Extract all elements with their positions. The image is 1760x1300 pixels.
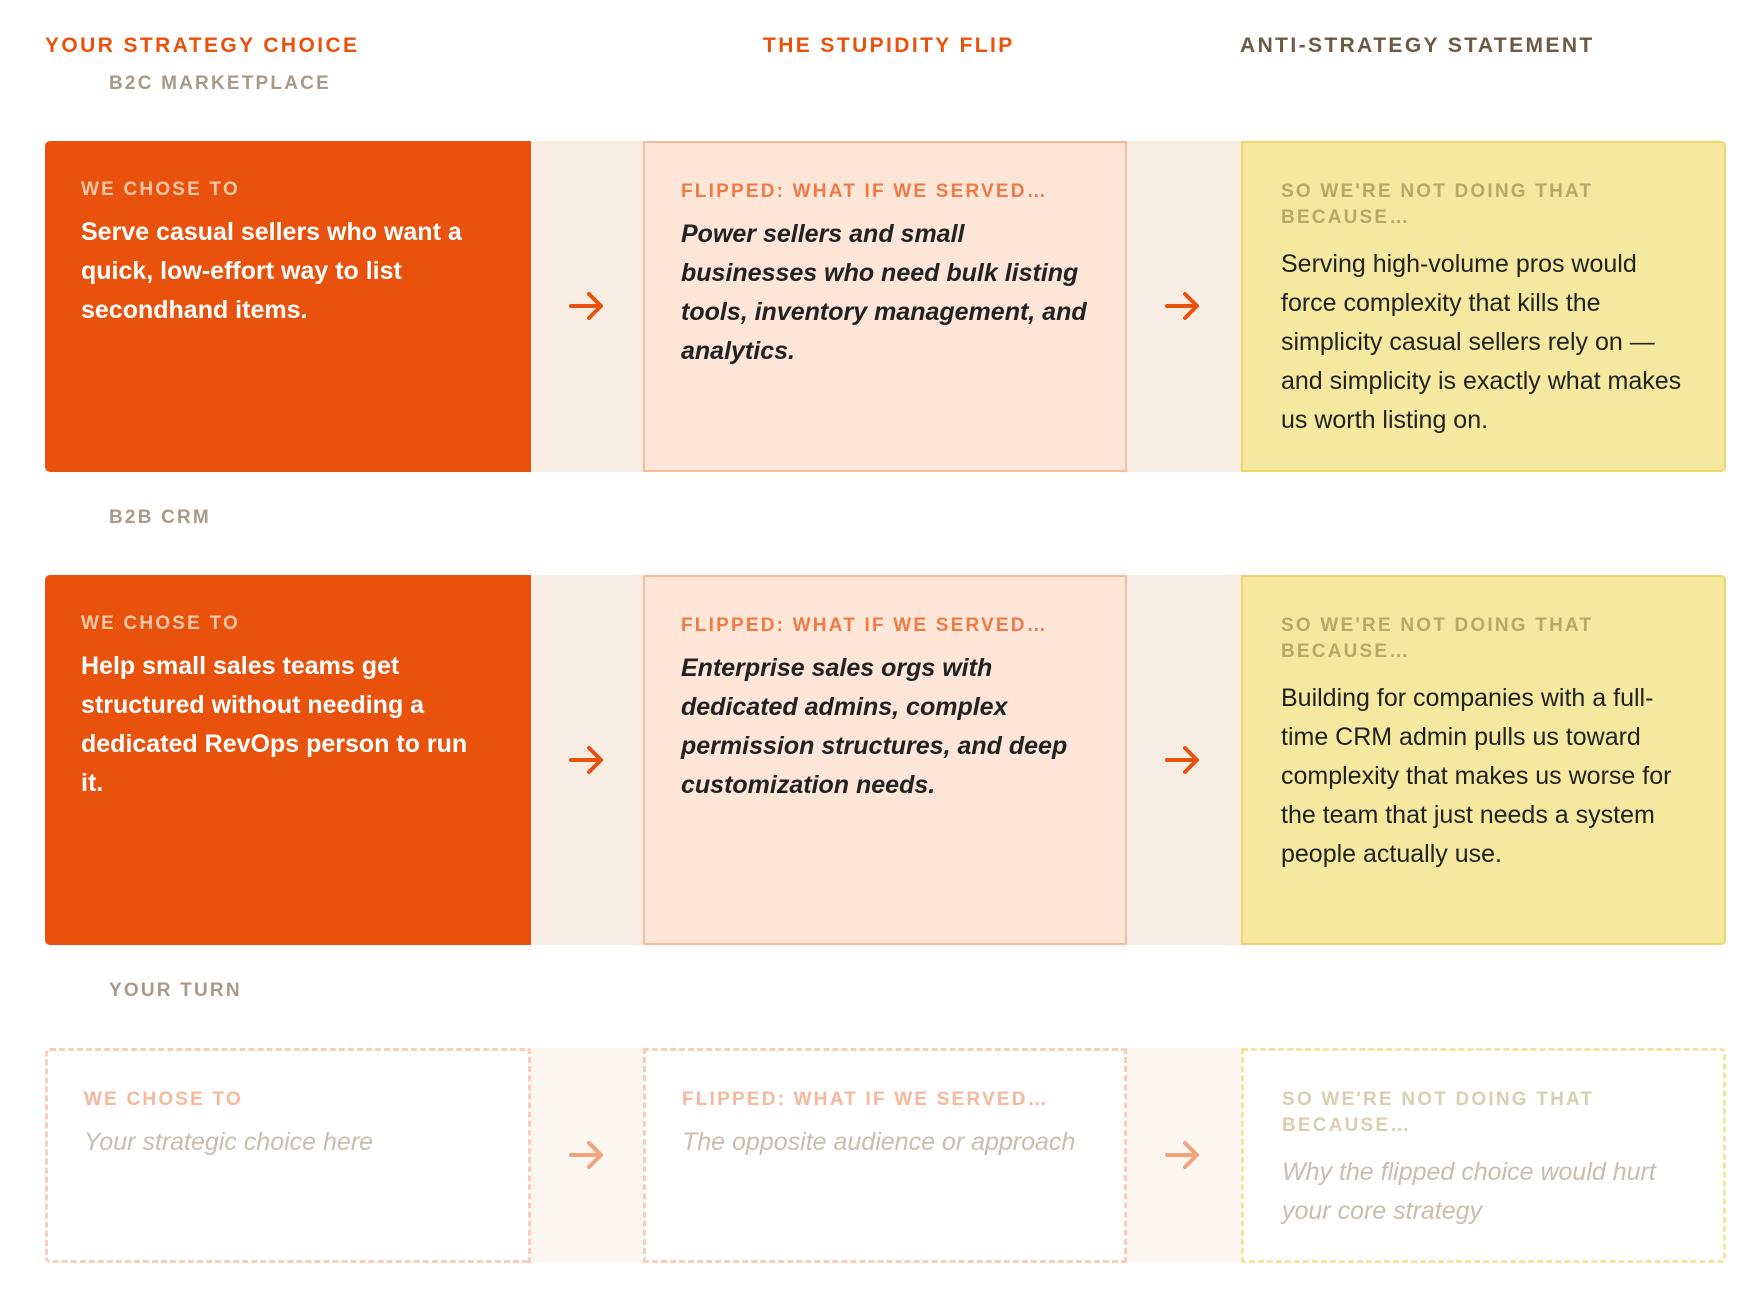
section-label-b2c: B2C MARKETPLACE bbox=[109, 73, 331, 94]
stupidity-flip-card bbox=[643, 141, 1127, 472]
section-label-your-turn: YOUR TURN bbox=[109, 980, 242, 1001]
card-label: FLIPPED: WHAT IF WE SERVED… bbox=[682, 1089, 1049, 1110]
arrow-right-icon bbox=[567, 743, 607, 777]
card-label: WE CHOSE TO bbox=[81, 613, 240, 634]
anti-strategy-card bbox=[1241, 141, 1726, 472]
card-text: Enterprise sales orgs with dedicated admins, complex permission structures, and deep customization needs. bbox=[681, 654, 1068, 799]
card-text: Serving high-volume pros would force complexity that kills the simplicity casual sellers rely on — and simplicity is exactly what makes us worth listing on. bbox=[1281, 250, 1682, 434]
template-row-your-turn bbox=[45, 1048, 1726, 1263]
anti-strategy-input[interactable] bbox=[1241, 1048, 1726, 1263]
anti-strategy-card bbox=[1241, 575, 1726, 945]
example-row-b2b bbox=[45, 575, 1726, 945]
card-placeholder: Why the flipped choice would hurt your core strategy bbox=[1282, 1158, 1656, 1225]
arrow-right-icon bbox=[1163, 1138, 1203, 1172]
card-placeholder: The opposite audience or approach bbox=[682, 1128, 1076, 1156]
arrow-right-icon bbox=[567, 1138, 607, 1172]
arrow-right-icon bbox=[567, 289, 607, 323]
card-text: Building for companies with a full-time CRM admin pulls us toward complexity that makes us worse for the team that just needs a system people actually use. bbox=[1281, 684, 1672, 868]
card-label: WE CHOSE TO bbox=[81, 179, 240, 200]
card-text: Serve casual sellers who want a quick, low-effort way to list secondhand items. bbox=[81, 218, 462, 324]
arrow-right-icon bbox=[1163, 289, 1203, 323]
strategy-choice-card bbox=[45, 575, 531, 945]
card-text: Power sellers and small businesses who need bulk listing tools, inventory management, and analytics. bbox=[681, 220, 1087, 365]
card-text: Help small sales teams get structured without needing a dedicated RevOps person to run it. bbox=[81, 652, 468, 797]
card-label: SO WE'RE NOT DOING THAT BECAUSE… bbox=[1282, 1089, 1595, 1136]
stupidity-flip-input[interactable] bbox=[643, 1048, 1127, 1263]
card-label: FLIPPED: WHAT IF WE SERVED… bbox=[681, 181, 1048, 202]
card-label: SO WE'RE NOT DOING THAT BECAUSE… bbox=[1281, 181, 1594, 228]
card-placeholder: Your strategic choice here bbox=[84, 1128, 374, 1156]
card-label: SO WE'RE NOT DOING THAT BECAUSE… bbox=[1281, 615, 1594, 662]
strategy-choice-input[interactable] bbox=[45, 1048, 531, 1263]
arrow-right-icon bbox=[1163, 743, 1203, 777]
card-label: FLIPPED: WHAT IF WE SERVED… bbox=[681, 615, 1048, 636]
card-label: WE CHOSE TO bbox=[84, 1089, 243, 1110]
column-header-anti-strategy: ANTI-STRATEGY STATEMENT bbox=[1240, 34, 1595, 57]
example-row-b2c bbox=[45, 141, 1726, 472]
stupidity-flip-card bbox=[643, 575, 1127, 945]
strategy-choice-card bbox=[45, 141, 531, 472]
section-label-b2b: B2B CRM bbox=[109, 507, 211, 528]
column-header-stupidity-flip: THE STUPIDITY FLIP bbox=[763, 34, 1015, 57]
column-header-strategy-choice: YOUR STRATEGY CHOICE bbox=[45, 34, 360, 57]
